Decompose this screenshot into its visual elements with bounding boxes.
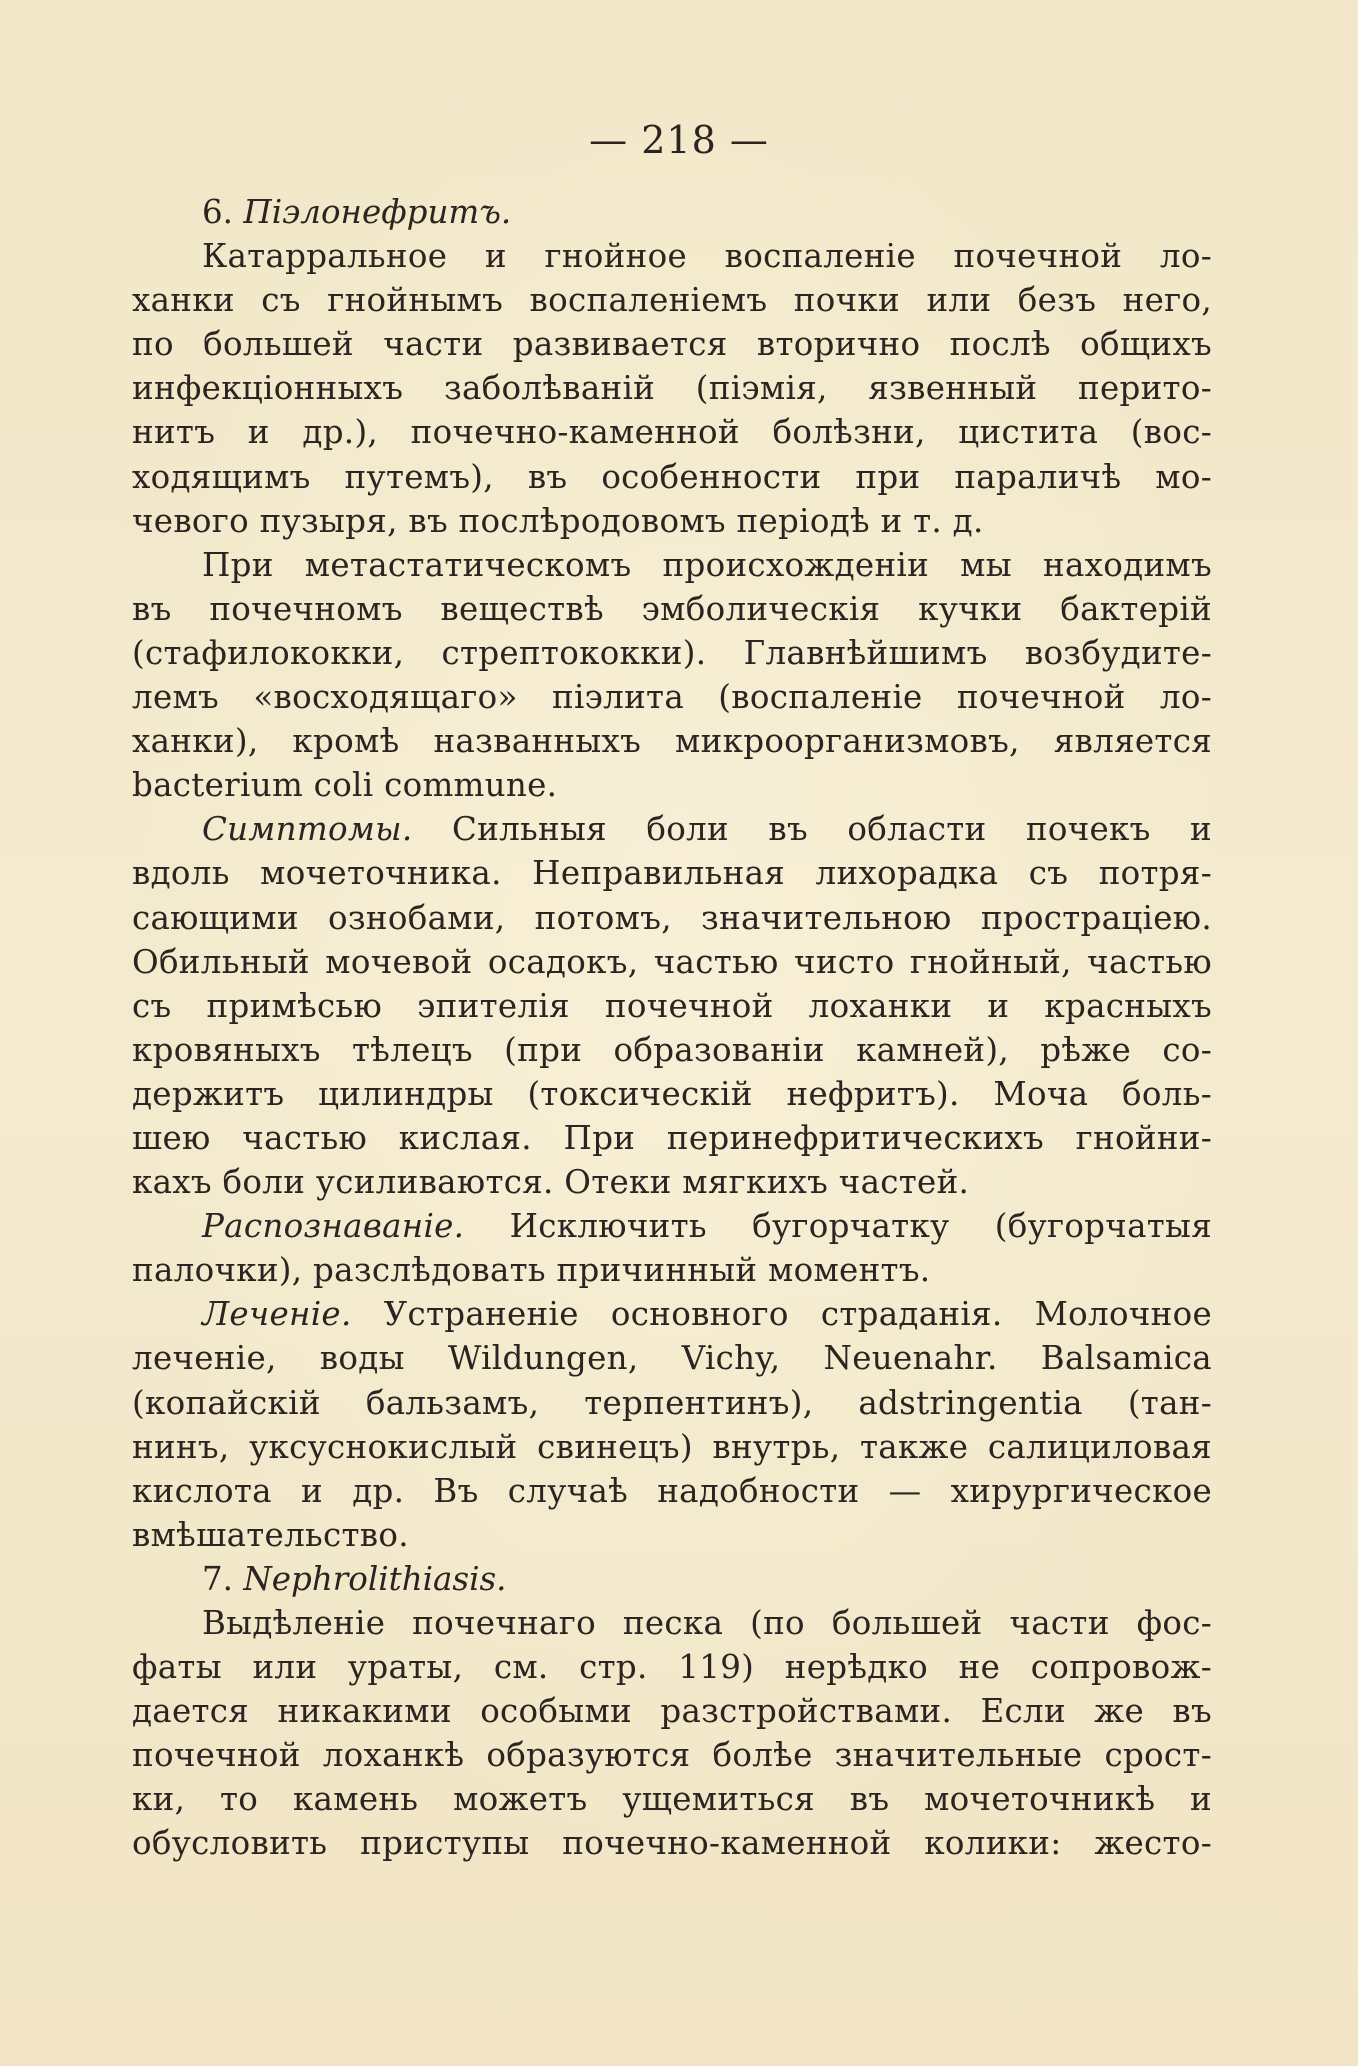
section-6-title: Піэлонефритъ. bbox=[243, 193, 512, 231]
text-line: кислота и др. Въ случаѣ надобности — хирургическое bbox=[132, 1471, 1212, 1510]
diagnosis-lead: Распознаваніе. bbox=[202, 1207, 465, 1246]
paragraph-treatment bbox=[132, 1292, 1212, 1557]
text-line: нинъ, уксуснокислый свинецъ) внутрь, также салициловая bbox=[132, 1427, 1212, 1466]
text-line bbox=[132, 1204, 1212, 1248]
section-6-number: 6. bbox=[202, 193, 234, 231]
symptoms-lead: Симптомы. bbox=[202, 810, 413, 849]
text-line: леченіе, воды Wildungen, Vichy, Neuenahr. Balsamica bbox=[132, 1339, 1212, 1378]
text-line: кровяныхъ тѣлецъ (при образованіи камней), рѣже со- bbox=[132, 1030, 1212, 1069]
section-7-number: 7. bbox=[202, 1559, 234, 1598]
text-line: кахъ боли усиливаются. Отеки мягкихъ частей. bbox=[132, 1163, 970, 1202]
text-line: нитъ и др.), почечно-каменной болѣзни, цистита (вос- bbox=[132, 413, 1212, 452]
text-line: держитъ цилиндры (токсическій нефритъ). Моча боль- bbox=[132, 1074, 1212, 1113]
section-7-heading bbox=[132, 1557, 1212, 1601]
text-line: сающими ознобами, потомъ, значительною прострацiею. bbox=[132, 898, 1212, 937]
text-line: (копайскій бальзамъ, терпентинъ), adstringentia (тан- bbox=[132, 1383, 1212, 1422]
paragraph-metastatic bbox=[132, 543, 1212, 808]
paragraph-symptoms bbox=[132, 807, 1212, 1204]
text-line: bacterium coli commune. bbox=[132, 766, 558, 805]
page-number: — 218 — bbox=[589, 118, 769, 162]
text-line: Выдѣленіе почечнаго песка (по большей части фос- bbox=[202, 1604, 1212, 1642]
text-line: ханки съ гнойнымъ воспаленіемъ почки или безъ него, bbox=[132, 281, 1212, 320]
text-line: инфекціонныхъ заболѣваній (піэмія, язвенный перито- bbox=[132, 369, 1212, 408]
text-line: ки, то камень можетъ ущемиться въ мочеточникѣ и bbox=[132, 1780, 1212, 1819]
text-line: дается никакими особыми разстройствами. Если же въ bbox=[132, 1692, 1212, 1731]
text-line bbox=[132, 807, 1212, 851]
text-line bbox=[132, 1292, 1212, 1336]
text-line: по большей части развивается вторично послѣ общихъ bbox=[132, 325, 1212, 364]
text-line: обусловить приступы почечно-каменной колики: жесто- bbox=[132, 1824, 1212, 1863]
text-line: ходящимъ путемъ), въ особенности при параличѣ мо- bbox=[132, 457, 1212, 496]
treatment-lead: Леченіе. bbox=[202, 1295, 352, 1334]
text-line: чевого пузыря, въ послѣродовомъ періодѣ и т. д. bbox=[132, 501, 984, 540]
text-line: (стафилококки, стрептококки). Главнѣйшимъ возбудите- bbox=[132, 633, 1212, 672]
text-line: Катарральное и гнойное воспаленіе почечной ло- bbox=[202, 237, 1212, 276]
text-line: въ почечномъ веществѣ эмболическія кучки бактерій bbox=[132, 589, 1212, 628]
paragraph-kidney-sand bbox=[132, 1601, 1212, 1866]
section-7-title: Nephrolithiasis. bbox=[243, 1559, 507, 1598]
text-line: фаты или ураты, см. стр. 119) нерѣдко не сопровож- bbox=[132, 1648, 1212, 1687]
text-line: шею частью кислая. При перинефритическихъ гнойни- bbox=[132, 1118, 1212, 1157]
text-line: лемъ «восходящаго» піэлита (воспаленіе почечной ло- bbox=[132, 678, 1212, 717]
text-line: При метастатическомъ происхожденіи мы находимъ bbox=[202, 545, 1212, 584]
text-line: ханки), кромѣ названныхъ микроорганизмовъ, является bbox=[132, 722, 1212, 761]
section-6-heading bbox=[132, 190, 1212, 234]
paragraph-catarrhal bbox=[132, 234, 1212, 543]
symptoms-first-rest: Сильныя боли въ области почекъ и bbox=[451, 810, 1212, 849]
text-line: вмѣшательство. bbox=[132, 1515, 409, 1554]
text-line: Обильный мочевой осадокъ, частью чисто гнойный, частью bbox=[132, 942, 1212, 981]
page-text bbox=[132, 190, 1212, 1866]
treatment-first-rest: Устраненіе основного страданія. Молочное bbox=[383, 1295, 1212, 1334]
text-line: почечной лоханкѣ образуются болѣе значительные срост- bbox=[132, 1736, 1212, 1775]
text-line: съ примѣсью эпителія почечной лоханки и красныхъ bbox=[132, 986, 1212, 1025]
paragraph-diagnosis bbox=[132, 1204, 1212, 1292]
text-line: вдоль мочеточника. Неправильная лихорадка съ потря- bbox=[132, 854, 1212, 893]
diagnosis-first-rest: Исключить бугорчатку (бугорчатыя bbox=[509, 1207, 1212, 1246]
text-line: палочки), разслѣдовать причинный моментъ. bbox=[132, 1251, 931, 1290]
